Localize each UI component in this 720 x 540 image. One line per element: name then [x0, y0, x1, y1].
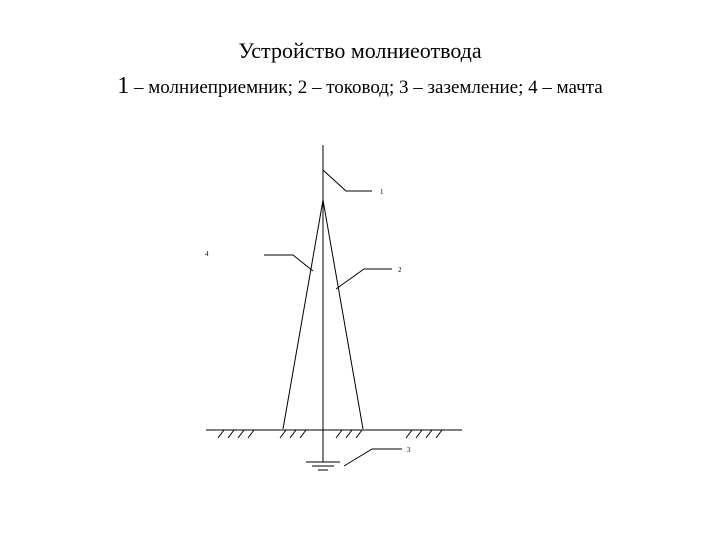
leader-line-1 [323, 170, 372, 191]
ground-hatching [218, 430, 442, 438]
mast-right-leg [323, 200, 363, 429]
legend-first-number: 1 [117, 73, 130, 99]
leader-line-2 [336, 269, 392, 289]
label-lightning-rod: 1 [380, 188, 384, 196]
leader-line-3 [344, 449, 402, 466]
page-title: Устройство молниеотвода [238, 38, 482, 63]
legend-text: – молниеприемник; 2 – токовод; 3 – заземление; 4 – мачта [129, 77, 603, 98]
grounding-symbol [306, 462, 340, 470]
label-down-conductor: 2 [398, 266, 402, 274]
leader-line-4 [264, 255, 313, 271]
label-grounding: 3 [407, 446, 411, 454]
mast-left-leg [283, 200, 323, 429]
label-mast: 4 [205, 250, 209, 258]
